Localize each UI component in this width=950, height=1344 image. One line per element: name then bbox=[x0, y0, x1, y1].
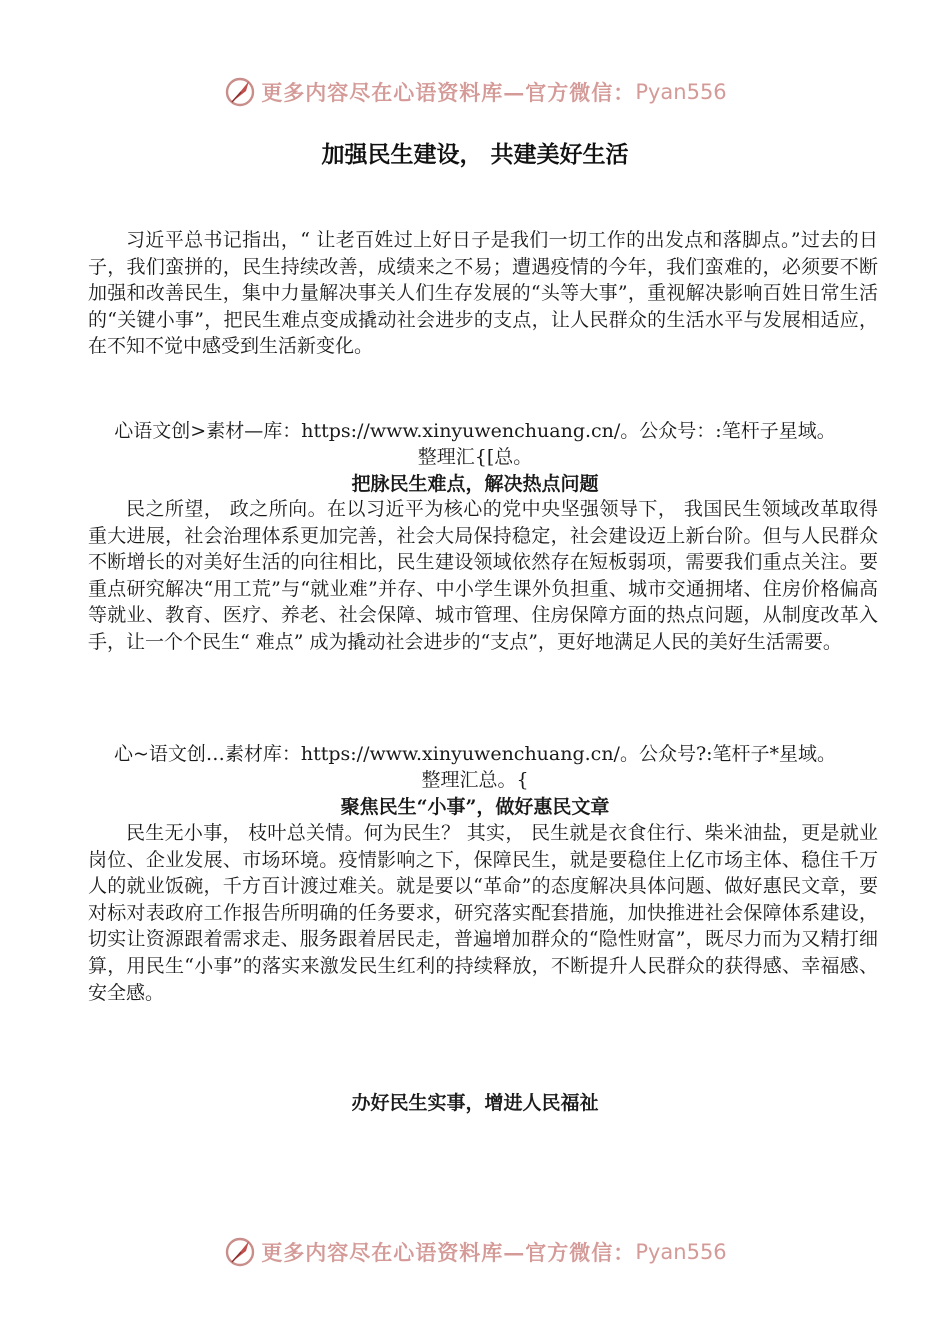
footer-banner bbox=[0, 1232, 950, 1272]
section-heading-1: 把脉民生难点，解决热点问题 bbox=[351, 473, 599, 495]
banner-text: 更多内容尽在心语资料库—官方微信： bbox=[261, 80, 636, 105]
intro-paragraph: 习近平总书记指出，“ 让老百姓过上好日子是我们一切工作的出发点和落脚点。”过去的日子，我们蛮拼的，民生持续改善，成绩来之不易；遭遇疫情的今年，我们蛮难的，必须要不断加强和改善民生，集中力量解决事关人们生存发展的“头等大事”，重视解决影响百姓日常生活的“关键小事”，把民生难点变成撬动社会进步的支点，让人民群众的生活水平与发展相适应，在不知不觉中感受到生活新变化。 bbox=[88, 229, 878, 358]
banner-text: 更多内容尽在心语资料库—官方微信： bbox=[261, 1240, 636, 1265]
header-banner bbox=[0, 72, 950, 112]
page-title: 加强民生建设， 共建美好生活 bbox=[321, 142, 629, 168]
section-2-paragraph: 民生无小事， 枝叶总关情。何为民生？ 其实， 民生就是衣食住行、柴米油盐，更是就业岗位、企业发展、市场环境。疫情影响之下，保障民生，就是要稳住上亿市场主体、稳住千万人的就业饭碗，千方百计渡过难关。就是要以“革命”的态度解决具体问题、做好惠民文章，要对标对表政府工作报告所明确的任务要求，研究落实配套措施，加快推进社会保障体系建设，切实让资源跟着需求走、服务跟着居民走，普遍增加群众的“隐性财富”，既尽力而为又精打细算，用民生“小事”的落实来激发民生红利的持续释放，不断提升人民群众的获得感、幸福感、安全感。 bbox=[88, 822, 878, 1004]
quill-pen-logo-icon bbox=[223, 75, 257, 109]
banner-wechat-id: Pyan556 bbox=[635, 1240, 727, 1264]
source-line-1b: 整理汇{[总。 bbox=[417, 446, 533, 468]
section-1-paragraph: 民之所望， 政之所向。在以习近平为核心的党中央坚强领导下， 我国民生领域改革取得重大进展，社会治理体系更加完善，社会大局保持稳定，社会建设迈上新台阶。但与人民群众不断增长的对美好生活的向往相比，民生建设领域依然存在短板弱项，需要我们重点关注。要重点研究解决“用工荒”与“就业难”并存、中小学生课外负担重、城市交通拥堵、住房价格偏高等就业、教育、医疗、养老、社会保障、城市管理、住房保障方面的热点问题，从制度改革入手，让一个个民生“ 难点” 成为撬动社会进步的“支点”，更好地满足人民的美好生活需要。 bbox=[88, 498, 878, 653]
section-heading-2: 聚焦民生“小事”，做好惠民文章 bbox=[340, 796, 610, 818]
source-line-2b: 整理汇总。{ bbox=[421, 769, 529, 791]
banner-wechat-id: Pyan556 bbox=[635, 80, 727, 104]
source-line-1: 心语文创>素材—库：https://www.xinyuwenchuang.cn/。公众号：:笔杆子星域。 bbox=[114, 420, 836, 442]
section-heading-3: 办好民生实事，增进人民福祉 bbox=[351, 1092, 599, 1114]
quill-pen-logo-icon bbox=[223, 1235, 257, 1269]
source-line-2: 心~语文创…素材库：https://www.xinyuwenchuang.cn/。公众号?:笔杆子*星域。 bbox=[113, 743, 837, 765]
